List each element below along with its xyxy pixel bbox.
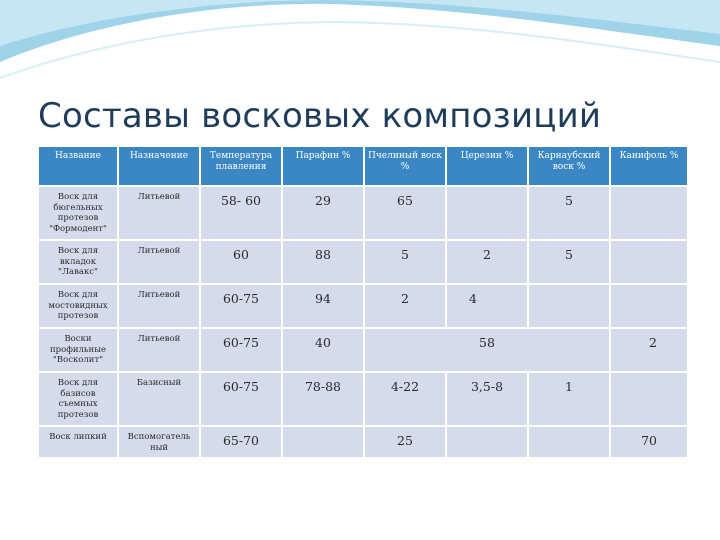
cell-rosin bbox=[611, 285, 687, 327]
column-header: Температура плавления bbox=[201, 147, 281, 185]
cell-carnauba: 5 bbox=[529, 187, 609, 239]
cell-beeswax: 2 bbox=[365, 285, 445, 327]
column-header: Пчелиный воск % bbox=[365, 147, 445, 185]
cell-purpose: Литьевой bbox=[119, 187, 199, 239]
composition-table bbox=[37, 145, 689, 459]
cell-temperature: 60-75 bbox=[201, 329, 281, 371]
table-row bbox=[39, 241, 687, 283]
cell-carnauba bbox=[529, 285, 609, 327]
cell-ceresin bbox=[447, 187, 527, 239]
cell-purpose: Литьевой bbox=[119, 329, 199, 371]
column-header: Церезин % bbox=[447, 147, 527, 185]
cell-purpose: Вспомогатель ный bbox=[119, 427, 199, 457]
cell-name: Воск для мостовидных протезов bbox=[39, 285, 117, 327]
cell-beeswax: 65 bbox=[365, 187, 445, 239]
cell-purpose: Литьевой bbox=[119, 241, 199, 283]
cell-rosin bbox=[611, 187, 687, 239]
column-header: Название bbox=[39, 147, 117, 185]
cell-beeswax: 5 bbox=[365, 241, 445, 283]
cell-name: Воск липкий bbox=[39, 427, 117, 457]
cell-temperature: 65-70 bbox=[201, 427, 281, 457]
table-header-row bbox=[39, 147, 687, 185]
cell-rosin bbox=[611, 241, 687, 283]
cell-paraffin bbox=[283, 427, 363, 457]
page-title: Составы восковых композиций bbox=[38, 96, 602, 136]
column-header: Парафин % bbox=[283, 147, 363, 185]
cell-temperature: 60-75 bbox=[201, 285, 281, 327]
table-row bbox=[39, 187, 687, 239]
cell-name: Воск для базисов съемных протезов bbox=[39, 373, 117, 425]
column-header: Назначение bbox=[119, 147, 199, 185]
column-header: Канифоль % bbox=[611, 147, 687, 185]
table-row bbox=[39, 285, 687, 327]
column-header: Карнаубский воск % bbox=[529, 147, 609, 185]
cell-paraffin: 29 bbox=[283, 187, 363, 239]
cell-name: Воски профильные "Восколит" bbox=[39, 329, 117, 371]
table-row bbox=[39, 329, 687, 371]
cell-temperature: 60 bbox=[201, 241, 281, 283]
cell-rosin: 2 bbox=[611, 329, 687, 371]
cell-ceresin: 3,5-8 bbox=[447, 373, 527, 425]
cell-purpose: Базисный bbox=[119, 373, 199, 425]
cell-carnauba bbox=[529, 427, 609, 457]
cell-name: Воск для бюгельных протезов "Формодент" bbox=[39, 187, 117, 239]
cell-ceresin: 4 bbox=[447, 285, 527, 327]
cell-paraffin: 40 bbox=[283, 329, 363, 371]
cell-paraffin: 94 bbox=[283, 285, 363, 327]
cell-carnauba: 5 bbox=[529, 241, 609, 283]
header-swoosh-decoration bbox=[0, 0, 720, 95]
cell-paraffin: 78-88 bbox=[283, 373, 363, 425]
cell-beeswax: 25 bbox=[365, 427, 445, 457]
cell-rosin bbox=[611, 373, 687, 425]
cell-ceresin: 2 bbox=[447, 241, 527, 283]
cell-name: Воск для вкладок "Лавакс" bbox=[39, 241, 117, 283]
cell-merged-wax: 58 bbox=[365, 329, 609, 371]
cell-temperature: 60-75 bbox=[201, 373, 281, 425]
cell-paraffin: 88 bbox=[283, 241, 363, 283]
cell-beeswax: 4-22 bbox=[365, 373, 445, 425]
cell-purpose: Литьевой bbox=[119, 285, 199, 327]
cell-rosin: 70 bbox=[611, 427, 687, 457]
cell-ceresin bbox=[447, 427, 527, 457]
table-row bbox=[39, 427, 687, 457]
cell-carnauba: 1 bbox=[529, 373, 609, 425]
table-row bbox=[39, 373, 687, 425]
cell-temperature: 58- 60 bbox=[201, 187, 281, 239]
